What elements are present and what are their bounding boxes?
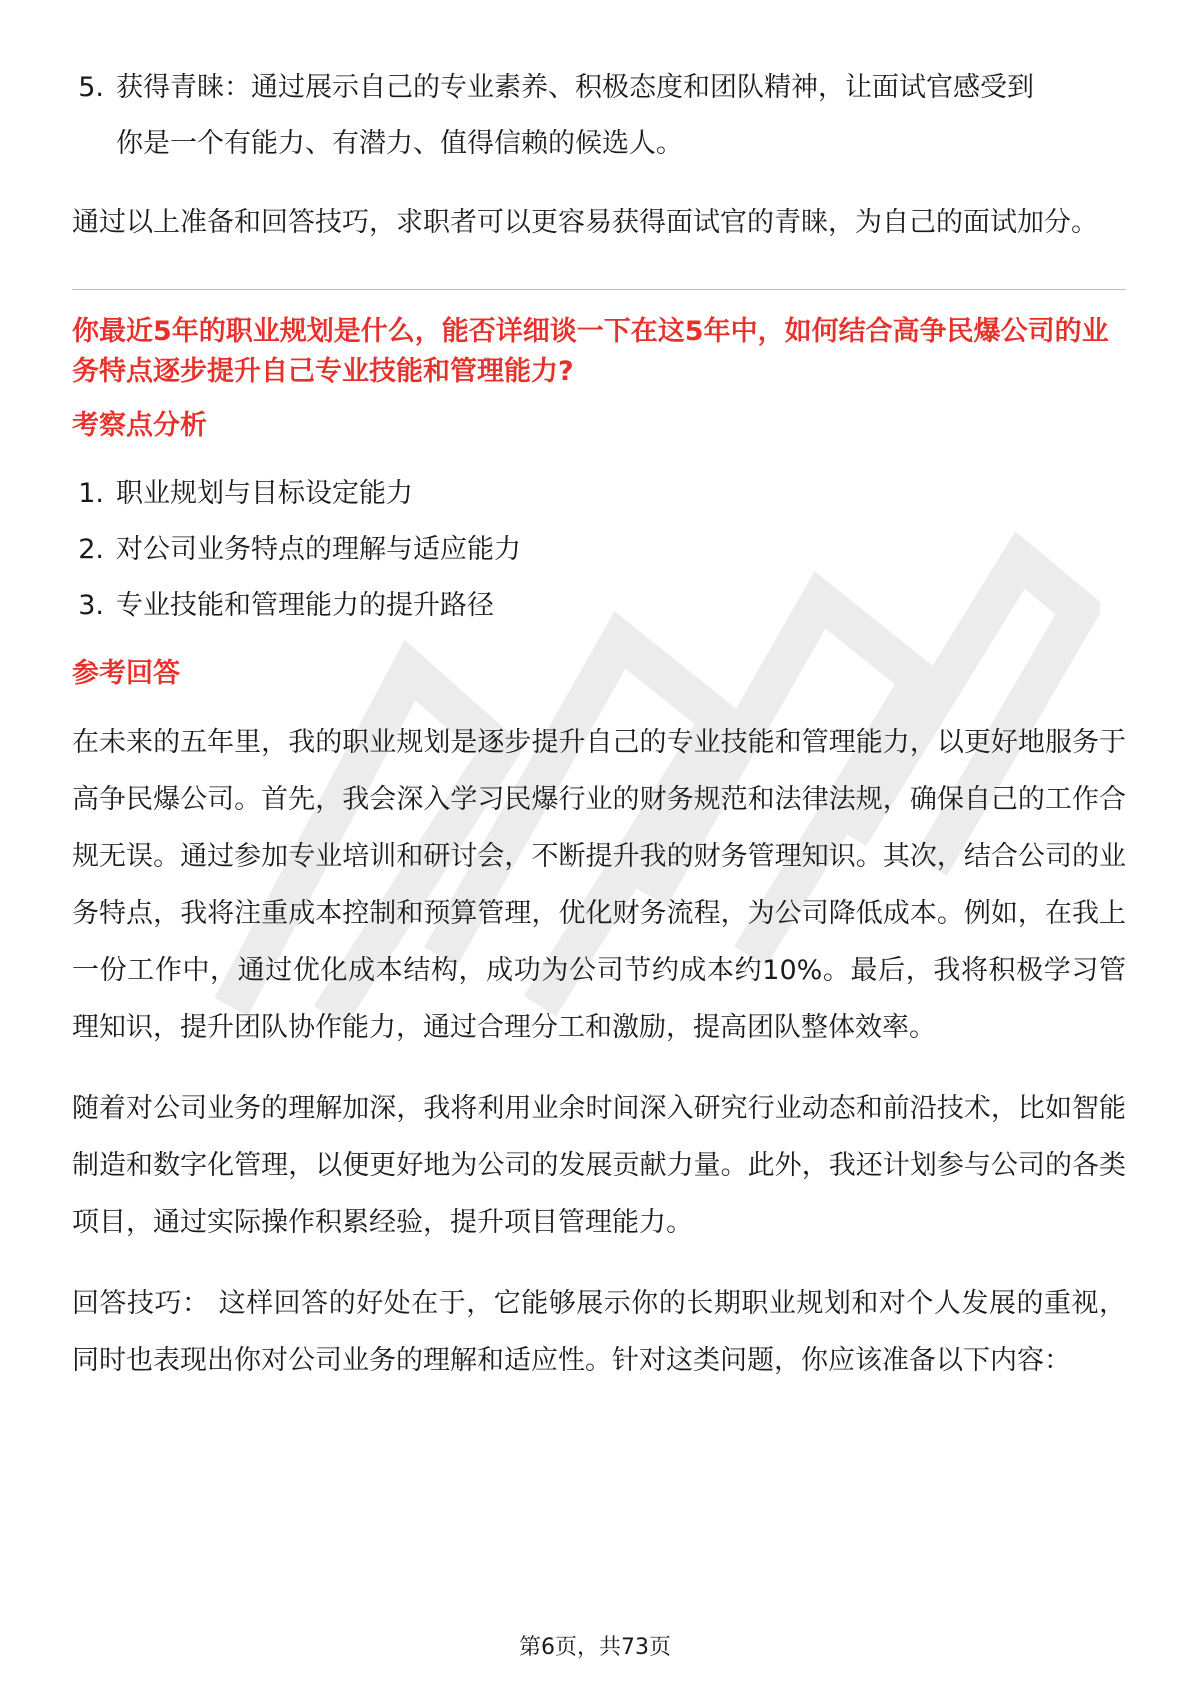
list-item: [72, 578, 1126, 634]
list-item: [72, 60, 1126, 172]
page-footer: 第6页，共73页: [519, 1635, 671, 1660]
list-text: 职业规划与目标设定能力: [116, 478, 413, 509]
summary-paragraph: 通过以上准备和回答技巧，求职者可以更容易获得面试官的青睐，为自己的面试加分。: [72, 207, 1098, 238]
answer-title: 参考回答: [72, 658, 180, 689]
question-heading: 你最近5年的职业规划是什么，能否详细谈一下在这5年中，如何结合高争民爆公司的业务特点逐步提升自己专业技能和管理能力?: [72, 316, 1109, 387]
list-number: 2.: [78, 534, 104, 565]
analysis-list: [72, 466, 1126, 634]
tips-paragraph: 回答技巧： 这样回答的好处在于，它能够展示你的长期职业规划和对个人发展的重视，同时也表现出你对公司业务的理解和适应性。针对这类问题，你应该准备以下内容：: [72, 1288, 1126, 1376]
analysis-title: 考察点分析: [72, 410, 207, 441]
list-text-line: 获得青睐：通过展示自己的专业素养、积极态度和团队精神，让面试官感受到: [116, 72, 1034, 103]
list-item: [72, 466, 1126, 522]
answer-paragraph: 随着对公司业务的理解加深，我将利用业余时间深入研究行业动态和前沿技术，比如智能制造和数字化管理，以便更好地为公司的发展贡献力量。此外，我还计划参与公司的各类项目，通过实际操作积累经验，提升项目管理能力。: [72, 1093, 1126, 1238]
answer-paragraph: 在未来的五年里，我的职业规划是逐步提升自己的专业技能和管理能力，以更好地服务于高争民爆公司。首先，我会深入学习民爆行业的财务规范和法律法规，确保自己的工作合规无误。通过参加专业培训和研讨会，不断提升我的财务管理知识。其次，结合公司的业务特点，我将注重成本控制和预算管理，优化财务流程，为公司降低成本。例如，在我上一份工作中，通过优化成本结构，成功为公司节约成本约10%。最后，我将积极学习管理知识，提升团队协作能力，通过合理分工和激励，提高团队整体效率。: [72, 727, 1126, 1043]
list-number: 5.: [78, 72, 104, 103]
list-text: [116, 60, 1126, 172]
main-content: [72, 60, 1126, 1389]
list-number: 1.: [78, 478, 104, 509]
list-item: [72, 522, 1126, 578]
list-text: 对公司业务特点的理解与适应能力: [116, 534, 521, 565]
list-text-line: 你是一个有能力、有潜力、值得信赖的候选人。: [116, 128, 683, 159]
list-number: 3.: [78, 590, 104, 621]
list-text: 专业技能和管理能力的提升路径: [116, 590, 494, 621]
